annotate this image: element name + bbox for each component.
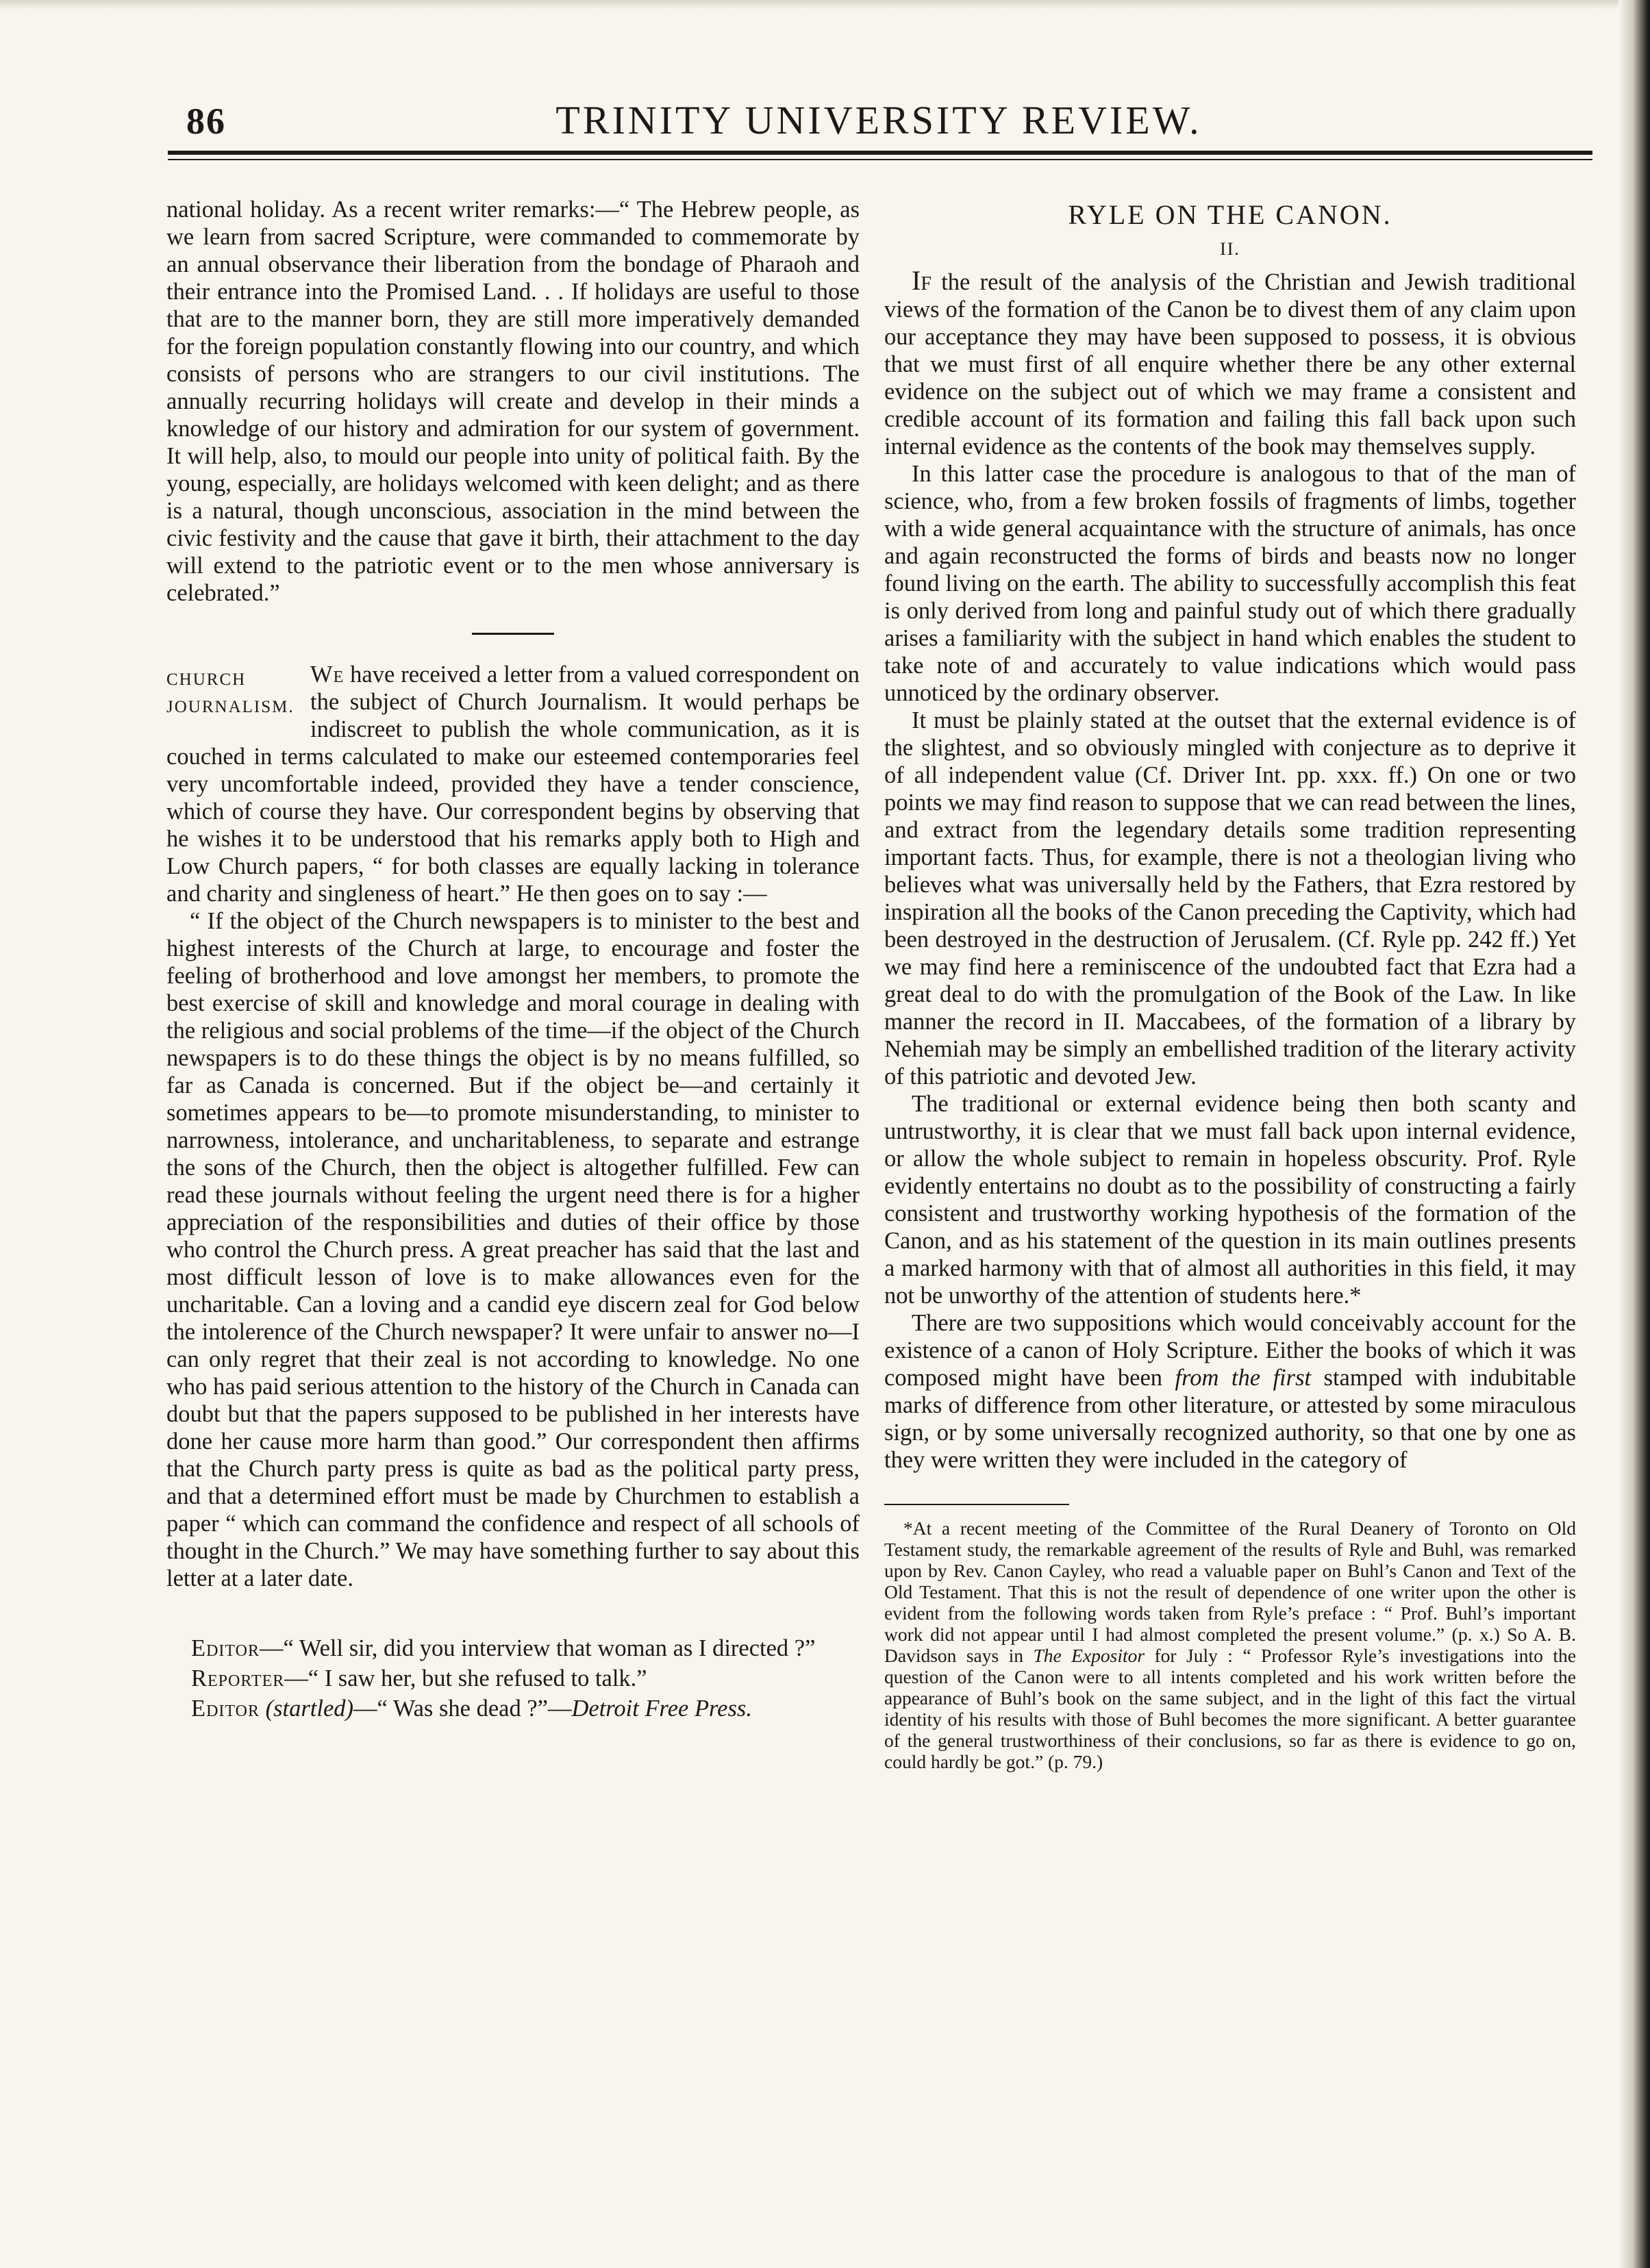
p5-emphasis: from the first [1175, 1365, 1312, 1391]
header-rule-thin [168, 159, 1592, 160]
anecdote-line-2 [166, 1663, 860, 1693]
side-heading-line-1: CHURCH [166, 670, 247, 689]
lead-word: We [310, 662, 345, 688]
canon-paragraph-5 [884, 1309, 1576, 1474]
article-title: RYLE ON THE CANON. [1068, 199, 1392, 230]
canon-paragraph-1 [884, 267, 1576, 460]
header-rule-thick [168, 151, 1592, 155]
stage-direction: (startled) [265, 1696, 353, 1722]
page-top-shadow [0, 0, 1650, 10]
anecdote [166, 1633, 860, 1724]
line-3-text: —“ Was she dead ?”— [353, 1696, 572, 1722]
footnote-journal-name: The Expositor [1033, 1645, 1145, 1666]
section-divider [472, 633, 554, 635]
canon-paragraph-3: It must be plainly stated at the outset that the external evidence is of the slightest, and so obviously mingled with conjecture as to deprive it of all independent value (Cf. Driver Int. pp. xxx. ff.) On one or two points we may find reason to suppose that we can read between the lines, and extract from the legendary details some tradition representing important facts. Thus, for example, there is not a theologian living who believes what was universally held by the Fathers, that Ezra restored by inspiration all the books of the Canon preceding the Captivity, which had been destroyed in the destruction of Jerusalem. (Cf. Ryle pp. 242 ff.) Yet we may find here a reminiscence of the undoubted fact that Ezra had a great deal to do with the promulgation of the Book of the Law. In like manner the record in II. Maccabees, of the formation of a library by Nehemiah may be simply an embellished tradition of the literary activity of this patriotic and devoted Jew. [884, 707, 1576, 1089]
footnote-part-a: *At a recent meeting of the Committee of the Rural Deanery of Toronto on Old Testament study, the remarkable agreement of the results of Ryle and Buhl, was remarked upon by Rev. Canon Cayley, who read a valuable paper on Buhl’s Canon and Text of the Old Testament. That this is not the result of dependence of one writer upon the other is evident from the following words taken from Ryle’s preface : “ Prof. Buhl’s important work did not appear until I had almost completed the present volume.” (p. x.) So A. B. Davidson says in [884, 1517, 1576, 1666]
canon-paragraph-4: The traditional or external evidence being then both scanty and untrustworthy, it is clear that we must fall back upon internal evidence, or allow the whole subject to remain in hopeless obscurity. Prof. Ryle evidently entertains no doubt as to the possibility of constructing a fairly consistent and trustworthy working hypothesis of the formation of the Canon, and as his statement of the question in its main outlines presents a marked harmony with that of almost all authorities in this field, it may not be unworthy of the attention of students here.* [884, 1091, 1576, 1309]
anecdote-line-3 [166, 1693, 860, 1724]
speaker-reporter: Reporter [191, 1665, 285, 1691]
church-journalism-text: have received a letter from a valued correspondent on the subject of Church Journalism. It would perhaps be indiscreet to publish the whole communication, as it is couched in terms calculated to make our esteemed contemporaries feel very uncomfortable indeed, provided they have a tender conscience, which of course they have. Our correspondent begins by observing that he wishes it to be understood that his remarks apply both to High and Low Church papers, “ for both classes are equally lacking in tolerance and charity and singleness of heart.” He then goes on to say :— [166, 662, 860, 907]
p5-part-a: There are two suppositions which would conceivably account for the existence of a canon of Holy Scripture. Either the books of which it was composed might have been [884, 1310, 1576, 1391]
journal-title: TRINITY UNIVERSITY REVIEW. [555, 98, 1202, 142]
canon-paragraph-2: In this latter case the procedure is analogous to that of the man of science, who, from a few broken fossils of fragments of limbs, together with a wide general acquaintance with the structure of animals, has once and again reconstructed the forms of birds and beasts now no longer found living on the earth. The ability to successfully accomplish this feat is only derived from long and painful study out of which there gradually arises a familiarity with the subject in hand which enables the student to take note of and accurately to value indications which would pass unnoticed by the ordinary observer. [884, 461, 1576, 706]
side-heading-line-2: JOURNALISM. [166, 698, 295, 716]
p5-part-b: stamped with indubitable marks of difference from other literature, or attested by some miraculous sign, or by some universally recognized authority, so that one by one as they were written they were included in the category of [884, 1365, 1576, 1473]
right-column [884, 199, 1576, 1772]
anecdote-line-1 [166, 1633, 860, 1663]
running-header [163, 94, 1595, 142]
left-column [166, 196, 860, 1724]
speaker-editor: Editor [191, 1635, 260, 1661]
church-journalism-section [166, 661, 860, 1592]
drop-word: If [912, 265, 932, 296]
holiday-paragraph: national holiday. As a recent writer remarks:—“ The Hebrew people, as we learn from sacred Scripture, were commanded to commemorate by an annual observance their liberation from the bondage of Pharaoh and their entrance into the Promised Land. . . If holidays are useful to those that are to the manner born, they are still more imperatively demanded for the foreign population constantly flowing into our country, and which consists of persons who are strangers to our civil institutions. The annually recurring holidays will create and develop in their minds a knowledge of our history and admiration for our system of government. It will help, also, to mould our people into unity of political faith. By the young, especially, are holidays welcomed with keen delight; and as there is a natural, though unconscious, association in the mind between the civic festivity and the cause that gave it birth, their attachment to the day will extend to the patriotic event or to the men whose anniversary is celebrated.” [166, 197, 860, 606]
footnote-rule [884, 1504, 1069, 1505]
footnote [884, 1517, 1576, 1772]
source-credit: Detroit Free Press. [571, 1696, 752, 1722]
part-number: II. [1220, 239, 1240, 259]
footnote-part-b: for July : “ Professor Ryle’s investigations into the question of the Canon were to all intents completed and his work written before the appearance of Buhl’s book on the same subject, and in the light of this fact the virtual identity of his results with those of Buhl becomes the more significant. A better guarantee of the general trustworthiness of their conclusions, so far as there is evidence to go on, could hardly be got.” (p. 79.) [884, 1645, 1576, 1772]
speaker-editor-2: Editor [191, 1696, 260, 1722]
correspondent-quote: “ If the object of the Church newspapers is to minister to the best and highest interests of the Church at large, to encourage and foster the feeling of brotherhood and love amongst her members, to promote the best exercise of skill and knowledge and moral courage in dealing with the religious and social problems of the time—if the object of the Church newspapers is to do these things the object is by no means fulfilled, so far as Canada is concerned. But if the object be—and certainly it sometimes appears to be—to promote misunderstanding, to minister to narrowness, intolerance, and uncharitableness, to separate and estrange the sons of the Church, then the object is altogether fulfilled. Few can read these journals without feeling the urgent need there is for a higher appreciation of the responsibilities and duties of their office by those who control the Church press. A great preacher has said that the last and most difficult lesson of love is to make allowances even for the uncharitable. Can a loving and a candid eye discern zeal for God below the intolerence of the Church newspaper? It were unfair to answer no—I can only regret that their zeal is not according to knowledge. No one who has paid serious attention to the history of the Church in Canada can doubt but that the papers supposed to be published in her interests have done her cause more harm than good.” Our correspondent then affirms that the Church party press is quite as bad as the political party press, and that a determined effort must be made by Churchmen to establish a paper “ which can command the confidence and respect of all schools of thought in the Church.” We may have something further to say about this letter at a later date. [166, 908, 860, 1591]
canon-paragraph-1-text: the result of the analysis of the Christian and Jewish traditional views of the formation of the Canon be to divest them of any claim upon our acceptance they may have been supposed to possess, it is obvious that we must first of all enquire whether there be any other external evidence on the subject out of which we may frame a consistent and credible account of its formation and failing this fall back upon such internal evidence as the contents of the book may themselves supply. [884, 269, 1577, 459]
side-heading [166, 666, 310, 721]
page-binding-edge [1618, 0, 1650, 2268]
line-1-text: —“ Well sir, did you interview that woman as I directed ?” [259, 1635, 816, 1661]
page-number: 86 [186, 101, 226, 142]
line-2-text: —“ I saw her, but she refused to talk.” [284, 1665, 647, 1691]
